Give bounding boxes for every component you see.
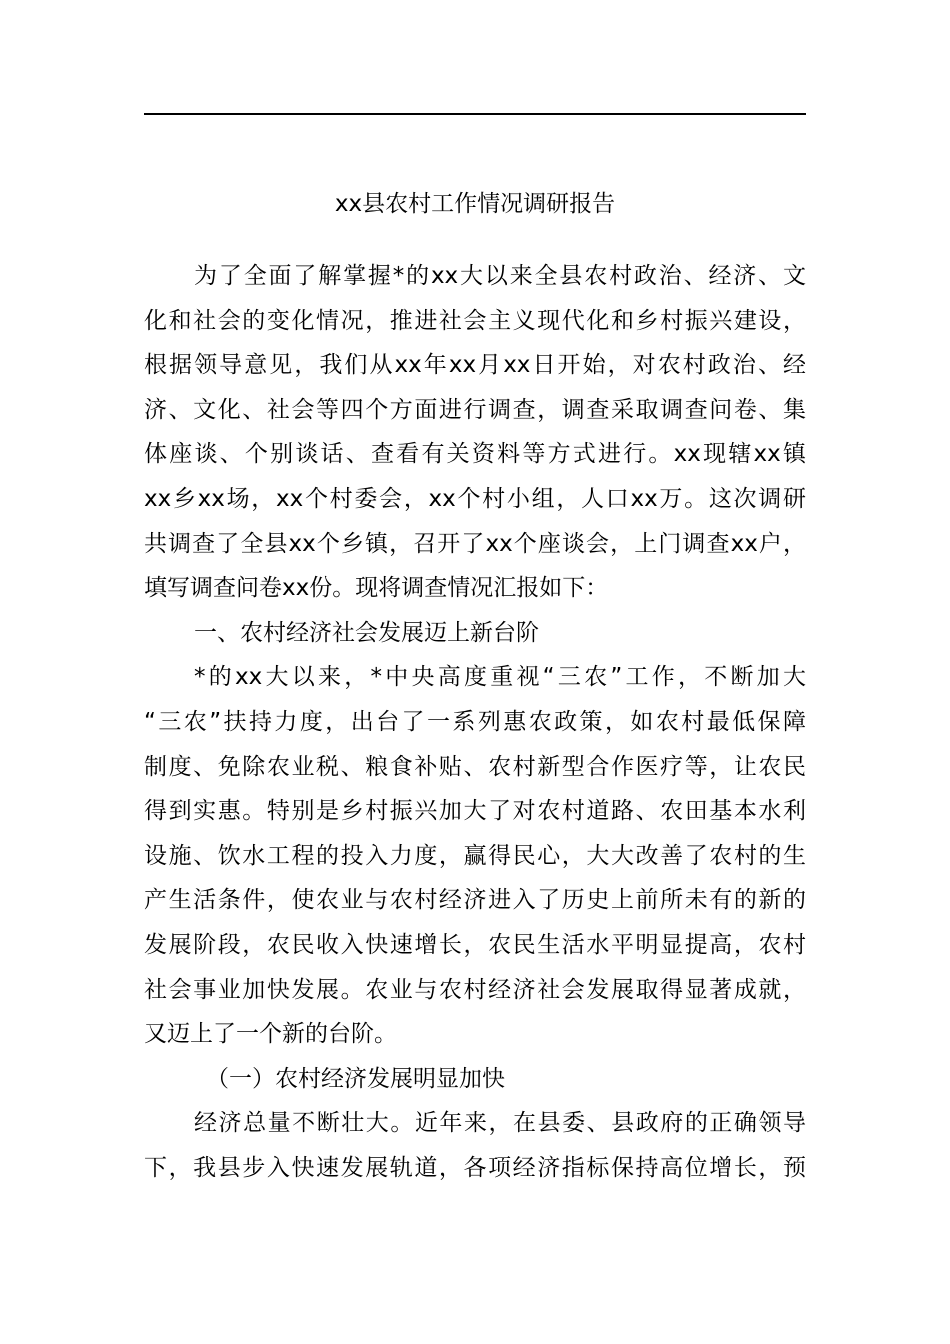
paragraph-line: 下，我县步入快速发展轨道，各项经济指标保持高位增长，预 (144, 1154, 806, 1181)
paragraph-line: 化和社会的变化情况，推进社会主义现代化和乡村振兴建设， (144, 307, 806, 334)
document-title: xx县农村工作情况调研报告 (334, 191, 616, 217)
paragraph-line: 为了全面了解掌握*的xx大以来全县农村政治、经济、文 (194, 263, 806, 289)
paragraph-line: 共调查了全县xx个乡镇，召开了xx个座谈会，上门调查xx户， (144, 530, 806, 557)
paragraph-line: 设施、饮水工程的投入力度，赢得民心，大大改善了农村的生 (144, 842, 806, 869)
paragraph-line: 体座谈、个别谈话、查看有关资料等方式进行。xx现辖xx镇 (144, 441, 806, 468)
subsection-heading: （一）农村经济发展明显加快 (206, 1065, 505, 1092)
paragraph-line: 制度、免除农业税、粮食补贴、农村新型合作医疗等，让农民 (144, 753, 806, 780)
paragraph-line: 又迈上了一个新的台阶。 (144, 1021, 397, 1048)
paragraph-line: *的xx大以来，*中央高度重视“三农”工作，不断加大 (194, 664, 806, 691)
paragraph-line: 根据领导意见，我们从xx年xx月xx日开始，对农村政治、经 (144, 352, 806, 379)
section-heading: 一、农村经济社会发展迈上新台阶 (194, 619, 539, 646)
paragraph-line: 填写调查问卷xx份。现将调查情况汇报如下： (144, 575, 609, 602)
paragraph-line: “三农”扶持力度，出台了一系列惠农政策，如农村最低保障 (144, 708, 806, 735)
paragraph-line: 得到实惠。特别是乡村振兴加大了对农村道路、农田基本水利 (144, 798, 806, 825)
paragraph-line: xx乡xx场，xx个村委会，xx个村小组，人口xx万。这次调研 (144, 485, 806, 512)
paragraph-line: 经济总量不断壮大。近年来，在县委、县政府的正确领导 (194, 1110, 806, 1137)
paragraph-line: 产生活条件，使农业与农村经济进入了历史上前所未有的新的 (144, 887, 806, 914)
paragraph-line: 社会事业加快发展。农业与农村经济社会发展取得显著成就， (144, 976, 806, 1003)
header-rule (144, 113, 806, 115)
document-body (144, 254, 806, 1190)
paragraph-line: 济、文化、社会等四个方面进行调查，调查采取调查问卷、集 (144, 396, 806, 423)
paragraph-line: 发展阶段，农民收入快速增长，农民生活水平明显提高，农村 (144, 931, 806, 958)
